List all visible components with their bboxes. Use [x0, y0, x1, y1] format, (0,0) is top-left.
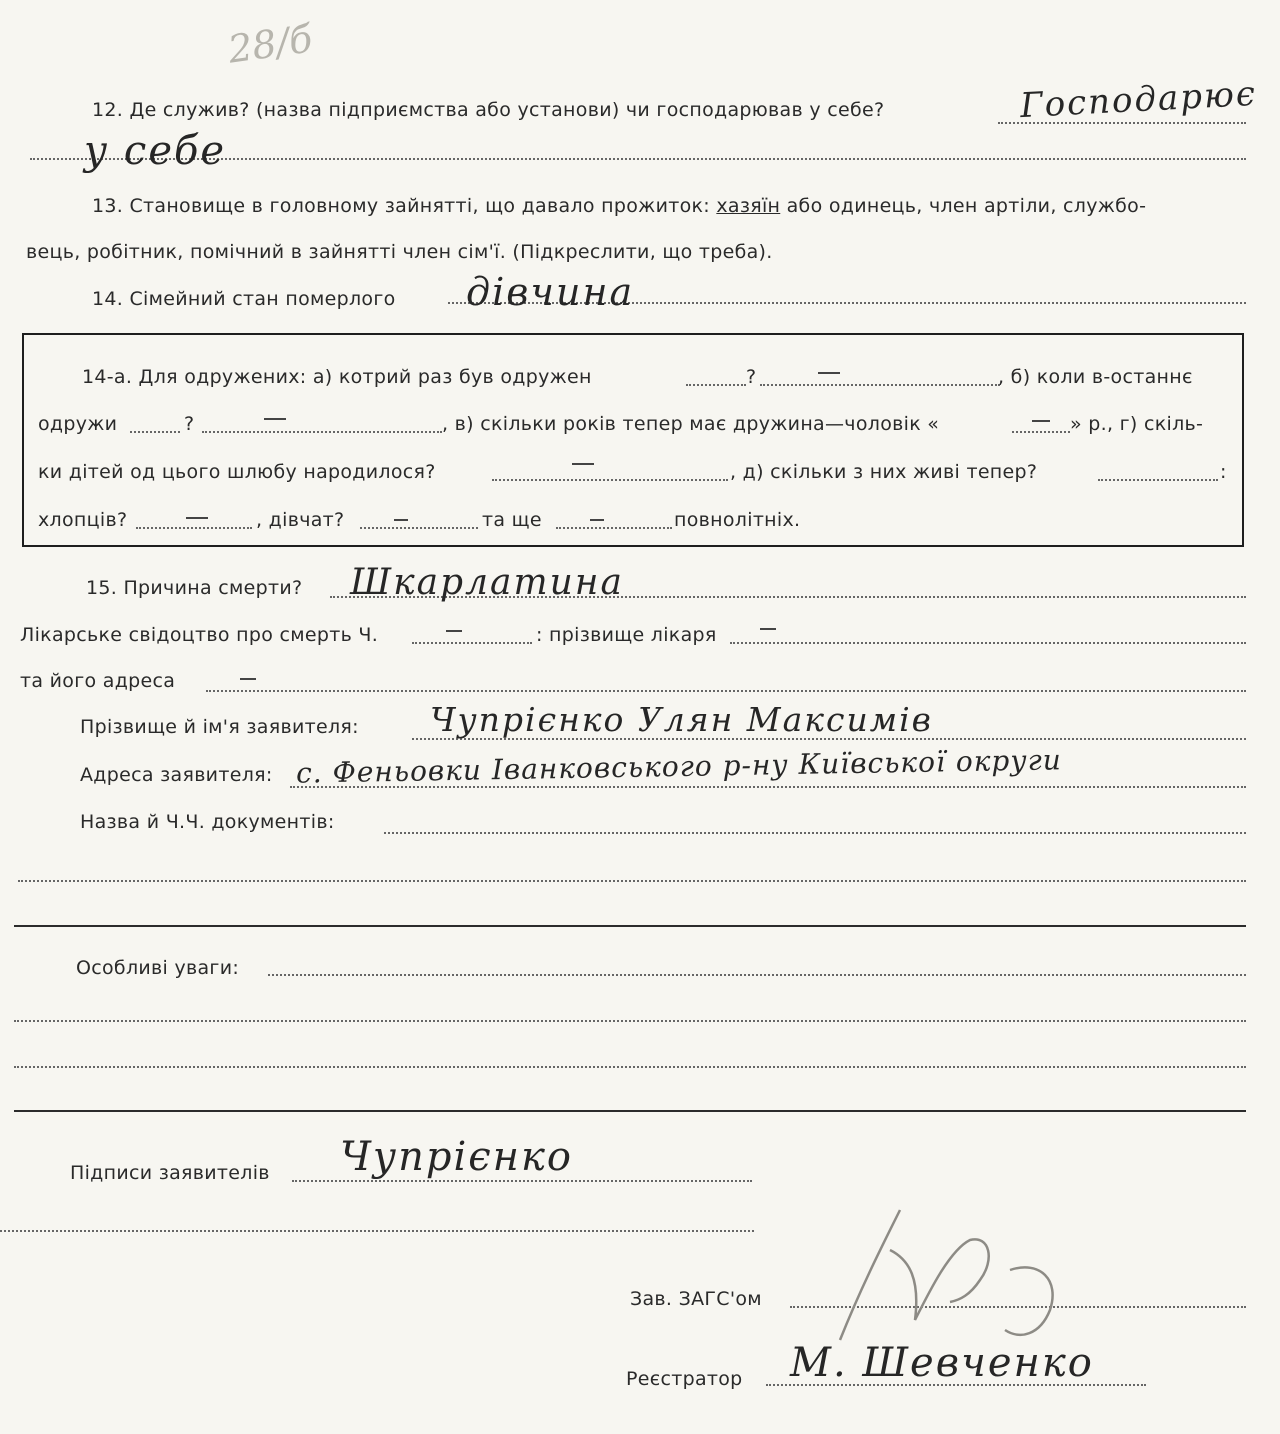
q12-label: 12. Де служив? (назва підприємства або установи) чи господарював у себе?	[92, 99, 885, 121]
section-divider-1	[14, 925, 1246, 927]
q14a-line4-d: повнолітніх.	[674, 509, 801, 531]
applicant-name-label: Прізвище й ім'я заявителя:	[80, 716, 359, 738]
q14a-line2-b: , в) скільки років тепер має дружина—чоловік «	[442, 413, 940, 435]
q14a-dash-5	[186, 517, 208, 519]
applicants-signature: Чупрієнко	[340, 1134, 573, 1180]
medical-dash-2	[760, 628, 776, 630]
q14a-line2-q: ?	[184, 413, 195, 435]
q12-answer-2: у себе	[84, 128, 227, 174]
documents-line-1	[384, 832, 1246, 834]
q14a-dash-2	[264, 418, 286, 420]
page-mark: 28/б	[225, 16, 316, 72]
applicants-signature-line-2	[0, 1230, 754, 1232]
q14a-line3-a: ки дітей од цього шлюбу народилося?	[38, 461, 436, 483]
q14a-line3-b: , д) скільки з них живі тепер?	[730, 461, 1038, 483]
q14a-dash-7	[590, 519, 604, 521]
applicant-name-value: Чупрієнко Улян Максимів	[430, 700, 933, 739]
q13-line-2: вець, робітник, помічний в зайнятті член сім'ї. (Підкреслити, що треба).	[26, 241, 773, 263]
documents-line-2	[18, 880, 1246, 882]
q14a-dash-6	[394, 519, 408, 521]
applicants-signature-line-1	[292, 1180, 752, 1182]
q15-answer: Шкарлатина	[350, 562, 624, 603]
q14a-line2-a: одружи	[38, 413, 118, 435]
medical-dash-1	[446, 630, 462, 632]
q14a-line4-b: , дівчат?	[256, 509, 345, 531]
q14a-dash-3	[1032, 420, 1050, 422]
head-signature-label: Зав. ЗАГС'ом	[630, 1288, 762, 1310]
applicants-signature-label: Підписи заявителів	[70, 1162, 270, 1184]
medical-number-line	[412, 642, 532, 644]
head-signature-mark	[820, 1190, 1070, 1350]
q13-line-1	[92, 195, 1146, 217]
q14a-line4-dots-2	[360, 527, 478, 529]
medical-doctor-line	[730, 642, 1246, 644]
medical-label: Лікарське свідоцтво про смерть Ч.	[20, 624, 379, 646]
q13-label: 13. Становище в головному зайнятті, що давало прожиток:	[92, 195, 710, 217]
q12-answer-1: Господарює	[1019, 73, 1258, 127]
q14a-line2-c: » р., г) скіль-	[1070, 413, 1204, 435]
q14a-line4-c: та ще	[482, 509, 542, 531]
registrar-signature: М. Шевченко	[790, 1340, 1094, 1386]
applicant-address-value: с. Феньовки Іванковського р-ну Київської округи	[295, 743, 1063, 790]
remarks-line-1	[268, 974, 1246, 976]
q14a-line4-dots-1	[136, 527, 252, 529]
section-divider-2	[14, 1110, 1246, 1112]
q14a-line1-b: , б) коли в-останнє	[998, 366, 1193, 388]
remarks-label: Особливі уваги:	[76, 957, 240, 979]
q14a-line1-dots-2	[760, 384, 1000, 386]
q14a-dash-1	[818, 372, 840, 374]
q14a-line2-dots-1	[130, 431, 180, 433]
q14a-line1-dots-1	[686, 384, 746, 386]
registrar-label: Реєстратор	[626, 1368, 743, 1390]
medical-label-2: : прізвище лікаря	[536, 624, 717, 646]
q14a-line1-q: ?	[746, 366, 757, 388]
q14a-line2-dots-2	[202, 431, 442, 433]
q13-label-rest: або одинець, член артіли, службо-	[786, 195, 1147, 217]
q14a-line4-dots-3	[556, 527, 672, 529]
medical-address-line	[206, 690, 1246, 692]
q14-label: 14. Сімейний стан померлого	[92, 288, 396, 310]
q14a-dash-4	[572, 463, 594, 465]
medical-label-3: та його адреса	[20, 670, 176, 692]
q14a-line1-a: 14-а. Для одружених: а) котрий раз був одружен	[82, 366, 592, 388]
q14-answer: дівчина	[466, 270, 635, 314]
remarks-line-2	[14, 1020, 1246, 1022]
medical-dash-3	[240, 678, 256, 680]
q14a-line3-c: :	[1220, 461, 1227, 483]
documents-label: Назва й Ч.Ч. документів:	[80, 811, 335, 833]
applicant-address-label: Адреса заявителя:	[80, 764, 273, 786]
q14a-line4-a: хлопців?	[38, 509, 128, 531]
q14a-line3-dots-1	[492, 479, 728, 481]
remarks-line-3	[14, 1066, 1246, 1068]
q13-underlined-option: хазяїн	[716, 195, 781, 217]
q14a-line3-dots-2	[1098, 479, 1218, 481]
q14a-line2-dots-3	[1012, 431, 1070, 433]
q15-label: 15. Причина смерти?	[86, 577, 303, 599]
